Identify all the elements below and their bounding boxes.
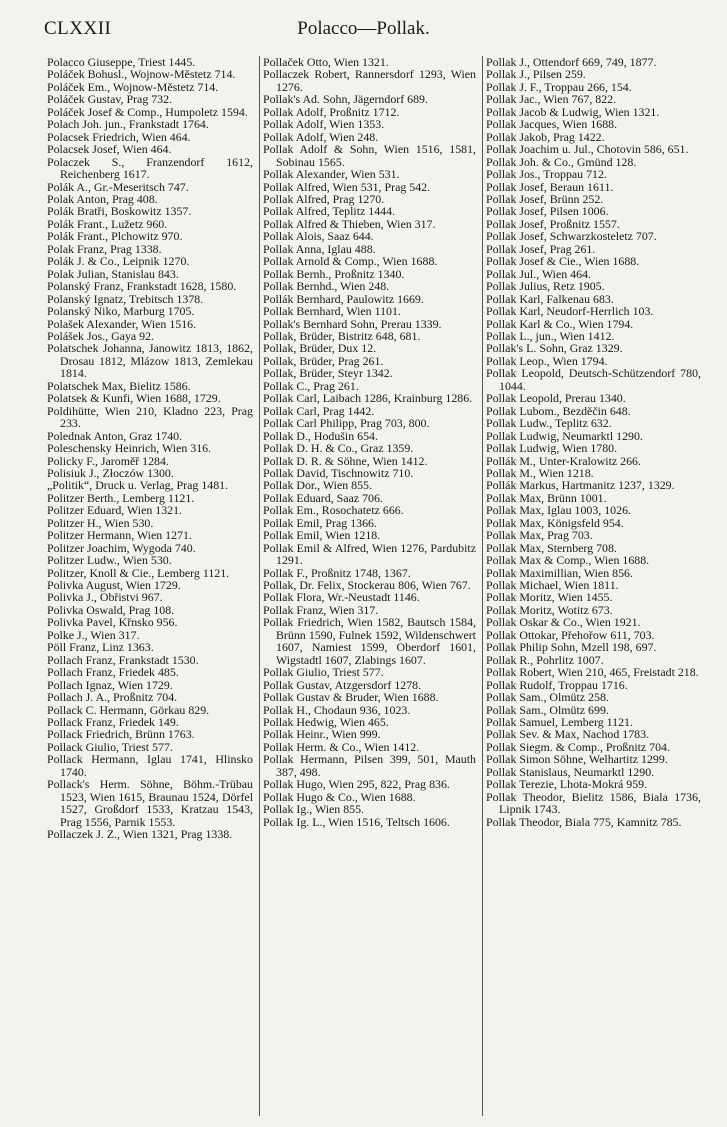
- directory-entry: Pollak, Brüder, Prag 261.: [263, 353, 384, 368]
- directory-entry: Polaczek S., Franzendorf 1612, Reichenberg 1617.: [47, 154, 253, 182]
- directory-entry: Pollak D., Hodušin 654.: [263, 428, 378, 443]
- directory-entry: Pollak Josef, Pilsen 1006.: [486, 204, 609, 219]
- directory-entry: Pollak Dor., Wien 855.: [263, 478, 372, 493]
- column-left: [44, 56, 256, 1116]
- directory-entry: Pollak Carl Philipp, Prag 703, 800.: [263, 416, 430, 431]
- directory-entry: Pollak Simon Söhne, Welhartitz 1299.: [486, 752, 668, 767]
- column-middle: [259, 56, 479, 1116]
- directory-entry: Polatschek Johanna, Janowitz 1813, 1862, Drosau 1812, Mlázow 1813, Zemlekau 1814.: [47, 341, 253, 381]
- directory-entry: Pollak Josef, Brünn 252.: [486, 191, 604, 206]
- directory-entry: Pollak Josef, Schwarzkosteletz 707.: [486, 229, 657, 244]
- directory-entry: Pollak Emil & Alfred, Wien 1276, Pardubitz 1291.: [263, 540, 476, 568]
- directory-entry: Pollák M., Unter-Kralowitz 266.: [486, 453, 641, 468]
- directory-entry: Pollak Alfred, Teplitz 1444.: [263, 204, 396, 219]
- directory-entry: Pollak Rudolf, Troppau 1716.: [486, 677, 628, 692]
- directory-entry: Polášek Jos., Gaya 92.: [47, 328, 155, 343]
- page-header: [40, 18, 687, 44]
- directory-entry: Pollak Karl, Falkenau 683.: [486, 291, 614, 306]
- directory-entry: Pollak Alfred, Prag 1270.: [263, 191, 385, 206]
- directory-entry: Pollak C., Prag 261.: [263, 378, 359, 393]
- directory-entry: Pollák Bernhard, Paulowitz 1669.: [263, 291, 424, 306]
- directory-entry: Pollak Philip Sohn, Mzell 198, 697.: [486, 640, 657, 655]
- directory-entry: Pollak Giulio, Triest 577.: [263, 665, 384, 680]
- directory-entry: Polacsek Friedrich, Wien 464.: [47, 129, 191, 144]
- directory-entry: Pollak Leopold, Deutsch-Schützendorf 780, 1044.: [486, 366, 701, 393]
- directory-entry: Pollak Michael, Wien 1811.: [486, 578, 619, 593]
- directory-entry: Pollak Max, Königsfeld 954.: [486, 515, 624, 530]
- directory-entry: Pollak, Brüder, Steyr 1342.: [263, 366, 393, 381]
- directory-entry: Pollak Theodor, Bielitz 1586, Biala 1736, Lipnik 1743.: [486, 789, 701, 817]
- directory-entry: Pollak Em., Rosochatetz 666.: [263, 503, 404, 518]
- directory-entry: Poláček Gustav, Prag 732.: [47, 92, 173, 107]
- directory-entry: Pollak Bernhard, Wien 1101.: [263, 304, 401, 319]
- directory-entry: Pollack Franz, Friedek 149.: [47, 715, 179, 730]
- directory-entry: Pöll Franz, Linz 1363.: [47, 640, 154, 655]
- directory-entry: Pollak Ig., Wien 855.: [263, 802, 365, 817]
- directory-entry: Pollak Stanislaus, Neumarktl 1290.: [486, 764, 655, 779]
- directory-entry: Polacco Giuseppe, Triest 1445.: [47, 55, 196, 69]
- running-head: Polacco—Pollak.: [297, 18, 430, 39]
- directory-entry: Pollak D. H. & Co., Graz 1359.: [263, 441, 414, 456]
- directory-entry: Pollak, Dr. Felix, Stockerau 806, Wien 767.: [263, 578, 471, 593]
- directory-entry: Pollak Jos., Troppau 712.: [486, 167, 607, 182]
- directory-entry: Politzer Hermann, Wien 1271.: [47, 528, 192, 543]
- directory-entry: „Politik“, Druck u. Verlag, Prag 1481.: [47, 478, 229, 493]
- directory-entry: Pollak Ludwig, Neumarktl 1290.: [486, 428, 643, 443]
- directory-entry: Pollak Karl & Co., Wien 1794.: [486, 316, 634, 331]
- directory-entry: Pollak D. R. & Söhne, Wien 1412.: [263, 453, 428, 468]
- directory-entry: Pollak J. F., Troppau 266, 154.: [486, 79, 632, 94]
- directory-entry: Pollak Robert, Wien 210, 465, Freistadt 218.: [486, 665, 699, 680]
- directory-entry: Pollak Jacques, Wien 1688.: [486, 117, 618, 132]
- directory-entry: Polak Franz, Prag 1338.: [47, 241, 162, 256]
- directory-entry: Pollak M., Wien 1218.: [486, 465, 594, 480]
- directory-entry: Pollak Emil, Wien 1218.: [263, 528, 381, 543]
- directory-entry: Pollak Friedrich, Wien 1582, Bautsch 1584, Brünn 1590, Fulnek 1592, Wildenschwert 1607, Namiest 1599, Oberdorf 1601, Wigstadtl 1607, Zlabings 1607.: [263, 615, 476, 667]
- directory-entry: Pollack Friedrich, Brünn 1763.: [47, 727, 195, 742]
- directory-entry: Pollak Julius, Retz 1905.: [486, 279, 605, 294]
- directory-entry: Pollak Lubom., Bezděčin 648.: [486, 403, 631, 418]
- directory-entry: Pollak Max & Comp., Wien 1688.: [486, 553, 650, 568]
- directory-entry: Polednak Anton, Graz 1740.: [47, 428, 183, 443]
- directory-entry: Pollak Joh. & Co., Gmünd 128.: [486, 154, 637, 169]
- directory-entry: Pollak Leop., Wien 1794.: [486, 353, 608, 368]
- directory-entry: Pollak J., Pilsen 259.: [486, 67, 586, 82]
- entry-list: [486, 56, 701, 828]
- directory-entry: Polacsek Josef, Wien 464.: [47, 142, 172, 157]
- directory-entry: Polak Julian, Stanislau 843.: [47, 266, 179, 281]
- directory-entry: Politzer, Knoll & Cie., Lemberg 1121.: [47, 565, 230, 580]
- directory-entry: Pollack's Herm. Söhne, Böhm.-Trübau 1523, Wien 1615, Braunau 1524, Dörfel 1527, Großdorf 1533, Kratzau 1543, Prag 1556, Parnik 1553.: [47, 777, 253, 829]
- directory-entry: Pollak Moritz, Wotitz 673.: [486, 602, 613, 617]
- directory-entry: Pollak Gustav & Bruder, Wien 1688.: [263, 690, 439, 705]
- directory-entry: Polák J. & Co., Leipnik 1270.: [47, 254, 190, 269]
- directory-entry: Poláček Em., Wojnow-Městetz 714.: [47, 79, 219, 94]
- directory-entry: Pollak L., jun., Wien 1412.: [486, 328, 615, 343]
- directory-entry: Pollak Josef & Cie., Wien 1688.: [486, 254, 640, 269]
- directory-entry: Pollak R., Pohrlitz 1007.: [486, 652, 604, 667]
- directory-entry: Pollak Max, Sternberg 708.: [486, 540, 617, 555]
- directory-entry: Pollak Alfred, Wien 531, Prag 542.: [263, 179, 431, 194]
- directory-entry: Polatschek Max, Bielitz 1586.: [47, 378, 191, 393]
- directory-entry: Pollak Jac., Wien 767, 822.: [486, 92, 617, 107]
- directory-entry: Pollak F., Proßnitz 1748, 1367.: [263, 565, 411, 580]
- directory-entry: Pollak Bernh., Proßnitz 1340.: [263, 266, 405, 281]
- directory-entry: Pollak Herm. & Co., Wien 1412.: [263, 739, 420, 754]
- directory-entry: Pollaczek Robert, Rannersdorf 1293, Wien 1276.: [263, 67, 476, 94]
- directory-entry: Pollak Emil, Prag 1366.: [263, 515, 377, 530]
- directory-entry: Polák Frant., Lužetz 960.: [47, 216, 168, 231]
- directory-entry: Pollak Adolf, Wien 1353.: [263, 117, 385, 132]
- directory-entry: Pollak Adolf, Wien 248.: [263, 129, 379, 144]
- directory-entry: Politzer Berth., Lemberg 1121.: [47, 490, 195, 505]
- directory-entry: Pollak Alfred & Thieben, Wien 317.: [263, 216, 436, 231]
- directory-entry: Poleschensky Heinrich, Wien 316.: [47, 441, 212, 456]
- directory-entry: Polivka August, Wien 1729.: [47, 578, 181, 593]
- directory-entry: Pollak Hugo & Co., Wien 1688.: [263, 789, 416, 804]
- directory-entry: Pollak Sev. & Max, Nachod 1783.: [486, 727, 650, 742]
- directory-entry: Pollak Ludwig, Wien 1780.: [486, 441, 618, 456]
- directory-columns: [44, 56, 704, 1116]
- directory-entry: Pollak Heinr., Wien 999.: [263, 727, 381, 742]
- directory-entry: Polák Bratři, Boskowitz 1357.: [47, 204, 192, 219]
- directory-entry: Pollak Jakob, Prag 1422.: [486, 129, 605, 144]
- directory-entry: Pollak Hermann, Pilsen 399, 501, Mauth 387, 498.: [263, 752, 476, 779]
- directory-entry: Pollak, Brüder, Dux 12.: [263, 341, 377, 356]
- directory-entry: Pollak Josef, Beraun 1611.: [486, 179, 614, 194]
- directory-entry: Pollack C. Hermann, Görkau 829.: [47, 702, 210, 717]
- directory-entry: Pollak Alexander, Wien 531.: [263, 167, 400, 182]
- directory-entry: Pollak Carl, Laibach 1286, Krainburg 1286.: [263, 391, 473, 406]
- directory-entry: Pollak Siegm. & Comp., Proßnitz 704.: [486, 739, 670, 754]
- directory-entry: Polisiuk J., Złoczów 1300.: [47, 465, 174, 480]
- directory-entry: Pollak Hugo, Wien 295, 822, Prag 836.: [263, 777, 450, 792]
- directory-entry: Pollack Hermann, Iglau 1741, Hlinsko 1740.: [47, 752, 253, 779]
- directory-entry: Pollak Oskar & Co., Wien 1921.: [486, 615, 641, 630]
- directory-entry: Pollaček Otto, Wien 1321.: [263, 55, 389, 69]
- directory-entry: Polach Joh. jun., Frankstadt 1764.: [47, 117, 209, 132]
- directory-entry: Pollak Joachim u. Jul., Chotovin 586, 651.: [486, 142, 689, 157]
- directory-entry: Pollak H., Chodaun 936, 1023.: [263, 702, 411, 717]
- directory-entry: Pollak Adolf, Proßnitz 1712.: [263, 104, 400, 119]
- directory-entry: Polivka Pavel, Křnsko 956.: [47, 615, 178, 630]
- directory-entry: Pollak Anna, Iglau 488.: [263, 241, 376, 256]
- directory-entry: Pollaczek J. Z., Wien 1321, Prag 1338.: [47, 827, 233, 842]
- directory-entry: Pollak Josef, Proßnitz 1557.: [486, 216, 620, 231]
- directory-entry: Pollak Adolf & Sohn, Wien 1516, 1581, Sobinau 1565.: [263, 142, 476, 169]
- directory-entry: Pollak Hedwig, Wien 465.: [263, 715, 389, 730]
- directory-entry: Pollak Alois, Saaz 644.: [263, 229, 374, 244]
- directory-entry: Pollak Jul., Wien 464.: [486, 266, 591, 281]
- directory-entry: Pollak's L. Sohn, Graz 1329.: [486, 341, 623, 356]
- directory-entry: Pollak Terezie, Lhota-Mokrá 959.: [486, 777, 648, 792]
- directory-entry: Poldihütte, Wien 210, Kladno 223, Prag 233.: [47, 403, 253, 431]
- directory-entry: Pollach J. A., Proßnitz 704.: [47, 690, 178, 705]
- directory-entry: Polak Anton, Prag 408.: [47, 191, 158, 206]
- directory-entry: Politzer Joachim, Wygoda 740.: [47, 540, 196, 555]
- directory-entry: Pollak Max, Prag 703.: [486, 528, 593, 543]
- directory-entry: Poláček Josef & Comp., Humpoletz 1594.: [47, 104, 248, 119]
- directory-entry: Poláček Bohusl., Wojnow-Městetz 714.: [47, 67, 236, 82]
- directory-entry: Polák Frant., Plchowitz 970.: [47, 229, 183, 244]
- directory-entry: Pollak Sam., Olmütz 699.: [486, 702, 609, 717]
- directory-entry: Polašek Alexander, Wien 1516.: [47, 316, 197, 331]
- directory-entry: Pollak Theodor, Biala 775, Kamnitz 785.: [486, 814, 682, 829]
- directory-entry: Polke J., Wien 317.: [47, 627, 140, 642]
- directory-entry: Pollak Leopold, Prerau 1340.: [486, 391, 626, 406]
- directory-entry: Pollak, Brüder, Bistritz 648, 681.: [263, 328, 421, 343]
- directory-entry: Pollak Sam., Olmütz 258.: [486, 690, 609, 705]
- directory-entry: Pollak Samuel, Lemberg 1121.: [486, 715, 633, 730]
- directory-entry: Pollak Ottokar, Přehořow 611, 703.: [486, 627, 655, 642]
- directory-entry: Pollak Moritz, Wien 1455.: [486, 590, 613, 605]
- entry-list: [263, 56, 476, 828]
- column-right: [482, 56, 704, 1116]
- directory-entry: Pollak Karl, Neudorf-Herrlich 103.: [486, 304, 654, 319]
- directory-entry: Pollach Franz, Friedek 485.: [47, 665, 179, 680]
- directory-entry: Pollak Ig. L., Wien 1516, Teltsch 1606.: [263, 814, 450, 829]
- directory-entry: Pollak Franz, Wien 317.: [263, 602, 379, 617]
- directory-entry: Pollak Jacob & Ludwig, Wien 1321.: [486, 104, 660, 119]
- directory-entry: Pollak Maximillian, Wien 856.: [486, 565, 633, 580]
- directory-entry: Pollach Ignaz, Wien 1729.: [47, 677, 173, 692]
- directory-entry: Politzer Eduard, Wien 1321.: [47, 503, 183, 518]
- directory-entry: Polivka J., Obřistvi 967.: [47, 590, 163, 605]
- directory-entry: Pollak Max, Iglau 1003, 1026.: [486, 503, 631, 518]
- directory-entry: Polanský Niko, Marburg 1705.: [47, 304, 195, 319]
- directory-entry: Pollak Bernhd., Wien 248.: [263, 279, 390, 294]
- directory-entry: Pollak Josef, Prag 261.: [486, 241, 596, 256]
- directory-entry: Pollák Markus, Hartmanitz 1237, 1329.: [486, 478, 675, 493]
- directory-entry: Pollak Carl, Prag 1442.: [263, 403, 375, 418]
- directory-entry: Polanský Franz, Frankstadt 1628, 1580.: [47, 279, 237, 294]
- directory-entry: Polanský Ignatz, Trebitsch 1378.: [47, 291, 204, 306]
- directory-entry: Pollak Gustav, Atzgersdorf 1278.: [263, 677, 422, 692]
- directory-entry: Pollak David, Tischnowitz 710.: [263, 465, 414, 480]
- directory-entry: Pollak Eduard, Saaz 706.: [263, 490, 383, 505]
- directory-entry: Pollak J., Ottendorf 669, 749, 1877.: [486, 55, 657, 69]
- directory-entry: Polák A., Gr.-Meseritsch 747.: [47, 179, 189, 194]
- directory-entry: Politzer H., Wien 530.: [47, 515, 154, 530]
- directory-entry: Pollak Flora, Wr.-Neustadt 1146.: [263, 590, 420, 605]
- directory-entry: Pollak Max, Brünn 1001.: [486, 490, 607, 505]
- directory-entry: Pollach Franz, Frankstadt 1530.: [47, 652, 199, 667]
- page-number: CLXXII: [44, 18, 112, 39]
- directory-entry: Pollack Giulio, Triest 577.: [47, 739, 173, 754]
- directory-entry: Polivka Oswald, Prag 108.: [47, 602, 175, 617]
- entry-list: [47, 56, 253, 841]
- directory-entry: Policky F., Jaroměř 1284.: [47, 453, 169, 468]
- directory-entry: Politzer Ludw., Wien 530.: [47, 553, 172, 568]
- directory-entry: Pollak's Ad. Sohn, Jägerndorf 689.: [263, 92, 428, 107]
- directory-entry: Pollak Arnold & Comp., Wien 1688.: [263, 254, 438, 269]
- directory-entry: Polatsek & Kunfi, Wien 1688, 1729.: [47, 391, 221, 406]
- directory-entry: Pollak Ludw., Teplitz 632.: [486, 416, 612, 431]
- directory-entry: Pollak's Bernhard Sohn, Prerau 1339.: [263, 316, 442, 331]
